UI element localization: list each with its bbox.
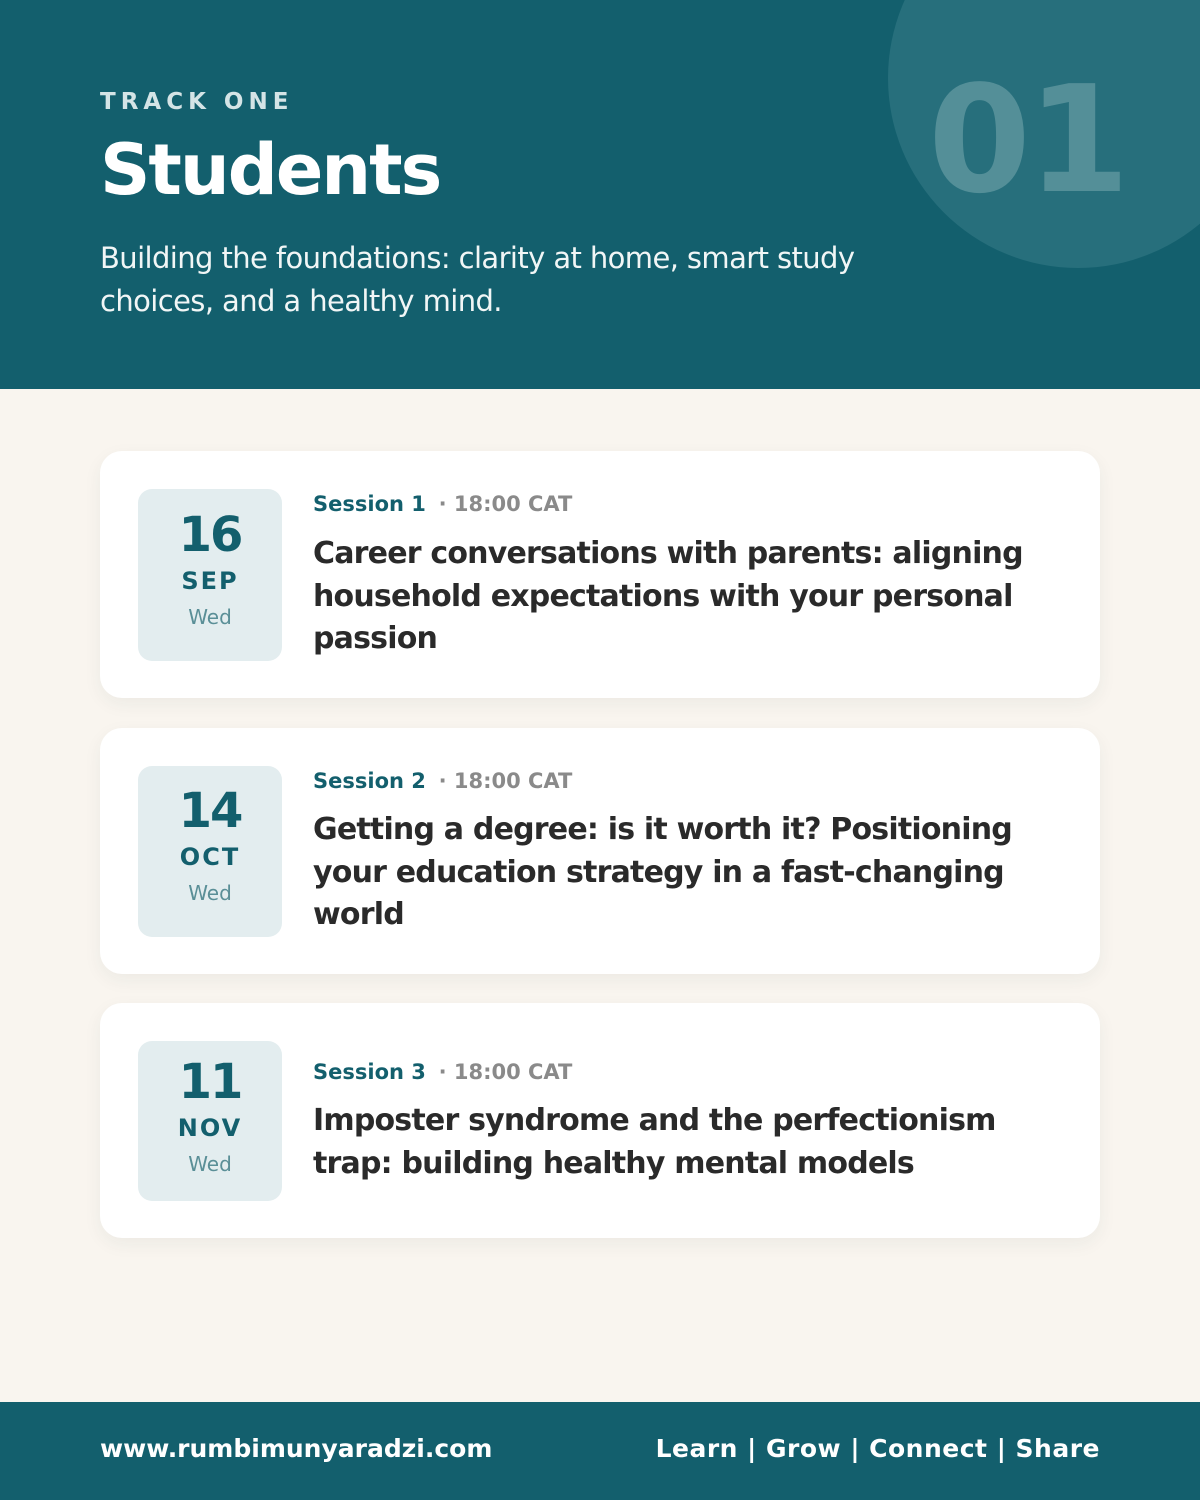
session-card <box>100 728 1100 974</box>
session-label: Session 3 <box>313 1060 426 1084</box>
footer-tagline: Learn | Grow | Connect | Share <box>655 1434 1100 1463</box>
session-meta <box>313 492 572 516</box>
website-link[interactable]: www.rumbimunyaradzi.com <box>100 1434 493 1463</box>
date-month: SEP <box>181 567 239 595</box>
track-header <box>0 0 1200 389</box>
date-month: NOV <box>177 1114 243 1142</box>
session-time: · 18:00 CAT <box>438 1060 573 1084</box>
date-day: 16 <box>178 507 242 563</box>
session-card <box>100 1003 1100 1238</box>
date-badge <box>138 766 282 937</box>
track-title: Students <box>100 129 441 211</box>
session-title: Imposter syndrome and the perfectionism trap: building healthy mental models <box>313 1103 996 1181</box>
date-day: 11 <box>178 1054 242 1110</box>
date-badge <box>138 489 282 661</box>
date-weekday: Wed <box>188 881 232 905</box>
session-label: Session 2 <box>313 769 426 793</box>
session-title: Getting a degree: is it worth it? Positioning your education strategy in a fast-changing world <box>313 812 1012 932</box>
session-label: Session 1 <box>313 492 426 516</box>
session-time: · 18:00 CAT <box>438 492 573 516</box>
footer <box>0 1402 1200 1500</box>
session-card <box>100 451 1100 698</box>
session-meta <box>313 769 572 793</box>
session-meta <box>313 1060 572 1084</box>
track-description: Building the foundations: clarity at home, smart study choices, and a healthy mind. <box>100 241 855 318</box>
date-weekday: Wed <box>188 1152 232 1176</box>
date-weekday: Wed <box>188 605 232 629</box>
date-badge <box>138 1041 282 1201</box>
session-title: Career conversations with parents: aligning household expectations with your personal passion <box>313 536 1023 656</box>
track-number: 01 <box>928 54 1126 226</box>
date-day: 14 <box>178 783 242 839</box>
date-month: OCT <box>179 843 241 871</box>
session-time: · 18:00 CAT <box>438 769 573 793</box>
track-eyebrow: TRACK ONE <box>100 89 294 115</box>
